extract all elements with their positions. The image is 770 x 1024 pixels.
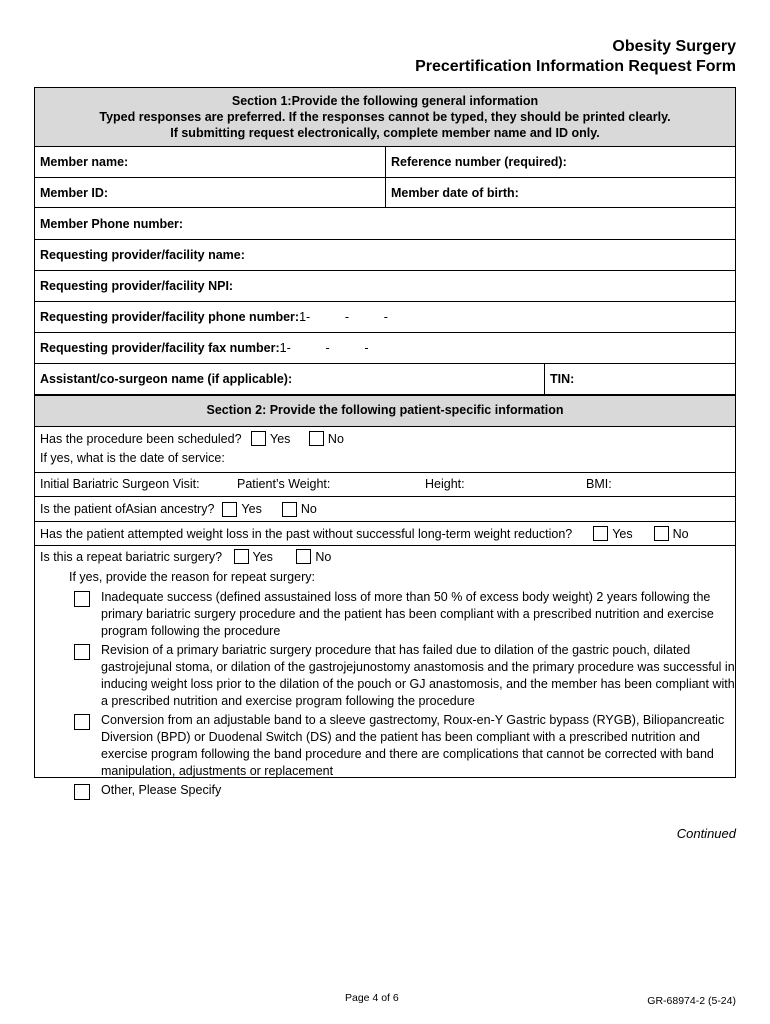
asian-no-checkbox[interactable] — [282, 502, 297, 517]
date-of-service-label: If yes, what is the date of service: — [40, 451, 225, 465]
provider-fax-field[interactable]: Requesting provider/facility fax number: 1- - - — [40, 341, 369, 355]
reason-other-checkbox[interactable] — [74, 784, 90, 800]
provider-phone-field[interactable]: Requesting provider/facility phone number: 1- - - — [40, 310, 388, 324]
repeat-surgery-row: Is this a repeat bariatric surgery? Yes No If yes, provide the reason for repeat surgery: Inadequate success (defined assustained loss of more than 50 % of excess body weight) 2 years following the primary bariatric surgery procedure and the patient has been compliant with a prescribed nutrition and exercise program following the procedure Revision of a primary bariatric surgery procedure that has failed due to dilation of the gastric pouch, dilated gastrojejunal stoma, or dilation of the gastrojejunostomy anastomosis and the primary procedure was successful in inducing weight loss prior to the dilation of the pouch or GJ anastomosis, and the member has been compliant with a prescribed nutrition and exercise program following the procedure Conversion from an adjustable band to a sleeve gastrectomy, Roux-en-Y Gastric bypass (RYGB), Biliopancreatic Diversion (BPD) or Duodenal Switch (DS) and the patient has been compliant with a prescribed nutrition and exercise program following the band procedure and there are complications that cannot be corrected with band manipulation, adjustments or replacement Other, Please Specify — [35, 546, 735, 777]
repeat-yes-checkbox[interactable] — [234, 549, 249, 564]
weight-loss-row: Has the patient attempted weight loss in the past without successful long-term weight reduction? Yes No — [35, 522, 735, 546]
member-phone-field[interactable]: Member Phone number: — [40, 216, 184, 231]
reason-revision-checkbox[interactable] — [74, 644, 90, 660]
reason-option: Revision of a primary bariatric surgery procedure that has failed due to dilation of the gastric pouch, dilated gastrojejunal stoma, or dilation of the gastrojejunostomy anastomosis and the primary procedure was successful in inducing weight loss prior to the dilation of the pouch or GJ anastomosis, and the member has been compliant with a prescribed nutrition and exercise program following the procedure — [40, 642, 735, 710]
weight-loss-no-checkbox[interactable] — [654, 526, 669, 541]
member-dob-field[interactable]: Member date of birth: — [391, 185, 519, 200]
scheduled-yes-checkbox[interactable] — [251, 431, 266, 446]
section2-header: Section 2: Provide the following patient-specific information — [35, 395, 735, 427]
form-number: GR-68974-2 (5-24) — [647, 995, 736, 1007]
asian-yes-checkbox[interactable] — [222, 502, 237, 517]
reason-inadequate-success-checkbox[interactable] — [74, 591, 90, 607]
scheduled-row: Has the procedure been scheduled? Yes No If yes, what is the date of service: — [35, 427, 735, 473]
section1-header — [35, 88, 735, 147]
weight-label: Patient’s Weight: — [237, 477, 331, 491]
member-name-field[interactable]: Member name: — [35, 147, 386, 177]
form-subtitle: Precertification Information Request Form — [415, 58, 736, 75]
section1-instruction-typed: Typed responses are preferred. If the responses cannot be typed, they should be printed clearly. — [99, 110, 671, 124]
reason-option: Conversion from an adjustable band to a sleeve gastrectomy, Roux-en-Y Gastric bypass (RYGB), Biliopancreatic Diversion (BPD) or Duodenal Switch (DS) and the patient has been compliant with a prescribed nutrition and exercise program following the band procedure and there are complications that cannot be corrected with band manipulation, adjustments or replacement — [40, 712, 735, 780]
form-title: Obesity Surgery — [612, 38, 736, 55]
initial-visit-label: Initial Bariatric Surgeon Visit: — [40, 477, 200, 491]
reason-option: Other, Please Specify — [40, 782, 735, 800]
provider-name-field[interactable]: Requesting provider/facility name: — [40, 248, 245, 262]
repeat-no-checkbox[interactable] — [296, 549, 311, 564]
repeat-reason-label: If yes, provide the reason for repeat surgery: — [69, 570, 315, 584]
section1-instruction-electronic: If submitting request electronically, complete member name and ID only. — [170, 126, 600, 140]
reason-option: Inadequate success (defined assustained loss of more than 50 % of excess body weight) 2 years following the primary bariatric surgery procedure and the patient has been compliant with a prescribed nutrition and exercise program following the procedure — [40, 589, 735, 640]
section1-title: Section 1:Provide the following general information — [231, 94, 539, 108]
scheduled-no-checkbox[interactable] — [309, 431, 324, 446]
reason-conversion-checkbox[interactable] — [74, 714, 90, 730]
provider-npi-field[interactable]: Requesting provider/facility NPI: — [40, 279, 234, 293]
assistant-surgeon-field[interactable]: Assistant/co-surgeon name (if applicable): — [35, 364, 545, 394]
continued-label: Continued — [676, 826, 736, 841]
bmi-label: BMI: — [586, 477, 612, 491]
page-number: Page 4 of 6 — [345, 992, 399, 1004]
initial-visit-row — [35, 473, 735, 497]
member-id-field[interactable]: Member ID: — [35, 178, 386, 207]
weight-loss-yes-checkbox[interactable] — [593, 526, 608, 541]
reference-number-field[interactable]: Reference number (required): — [391, 155, 567, 169]
tin-field[interactable]: TIN: — [550, 372, 575, 386]
asian-ancestry-row: Is the patient ofAsian ancestry? Yes No — [35, 497, 735, 522]
form-table — [34, 87, 736, 797]
height-label: Height: — [425, 477, 465, 491]
